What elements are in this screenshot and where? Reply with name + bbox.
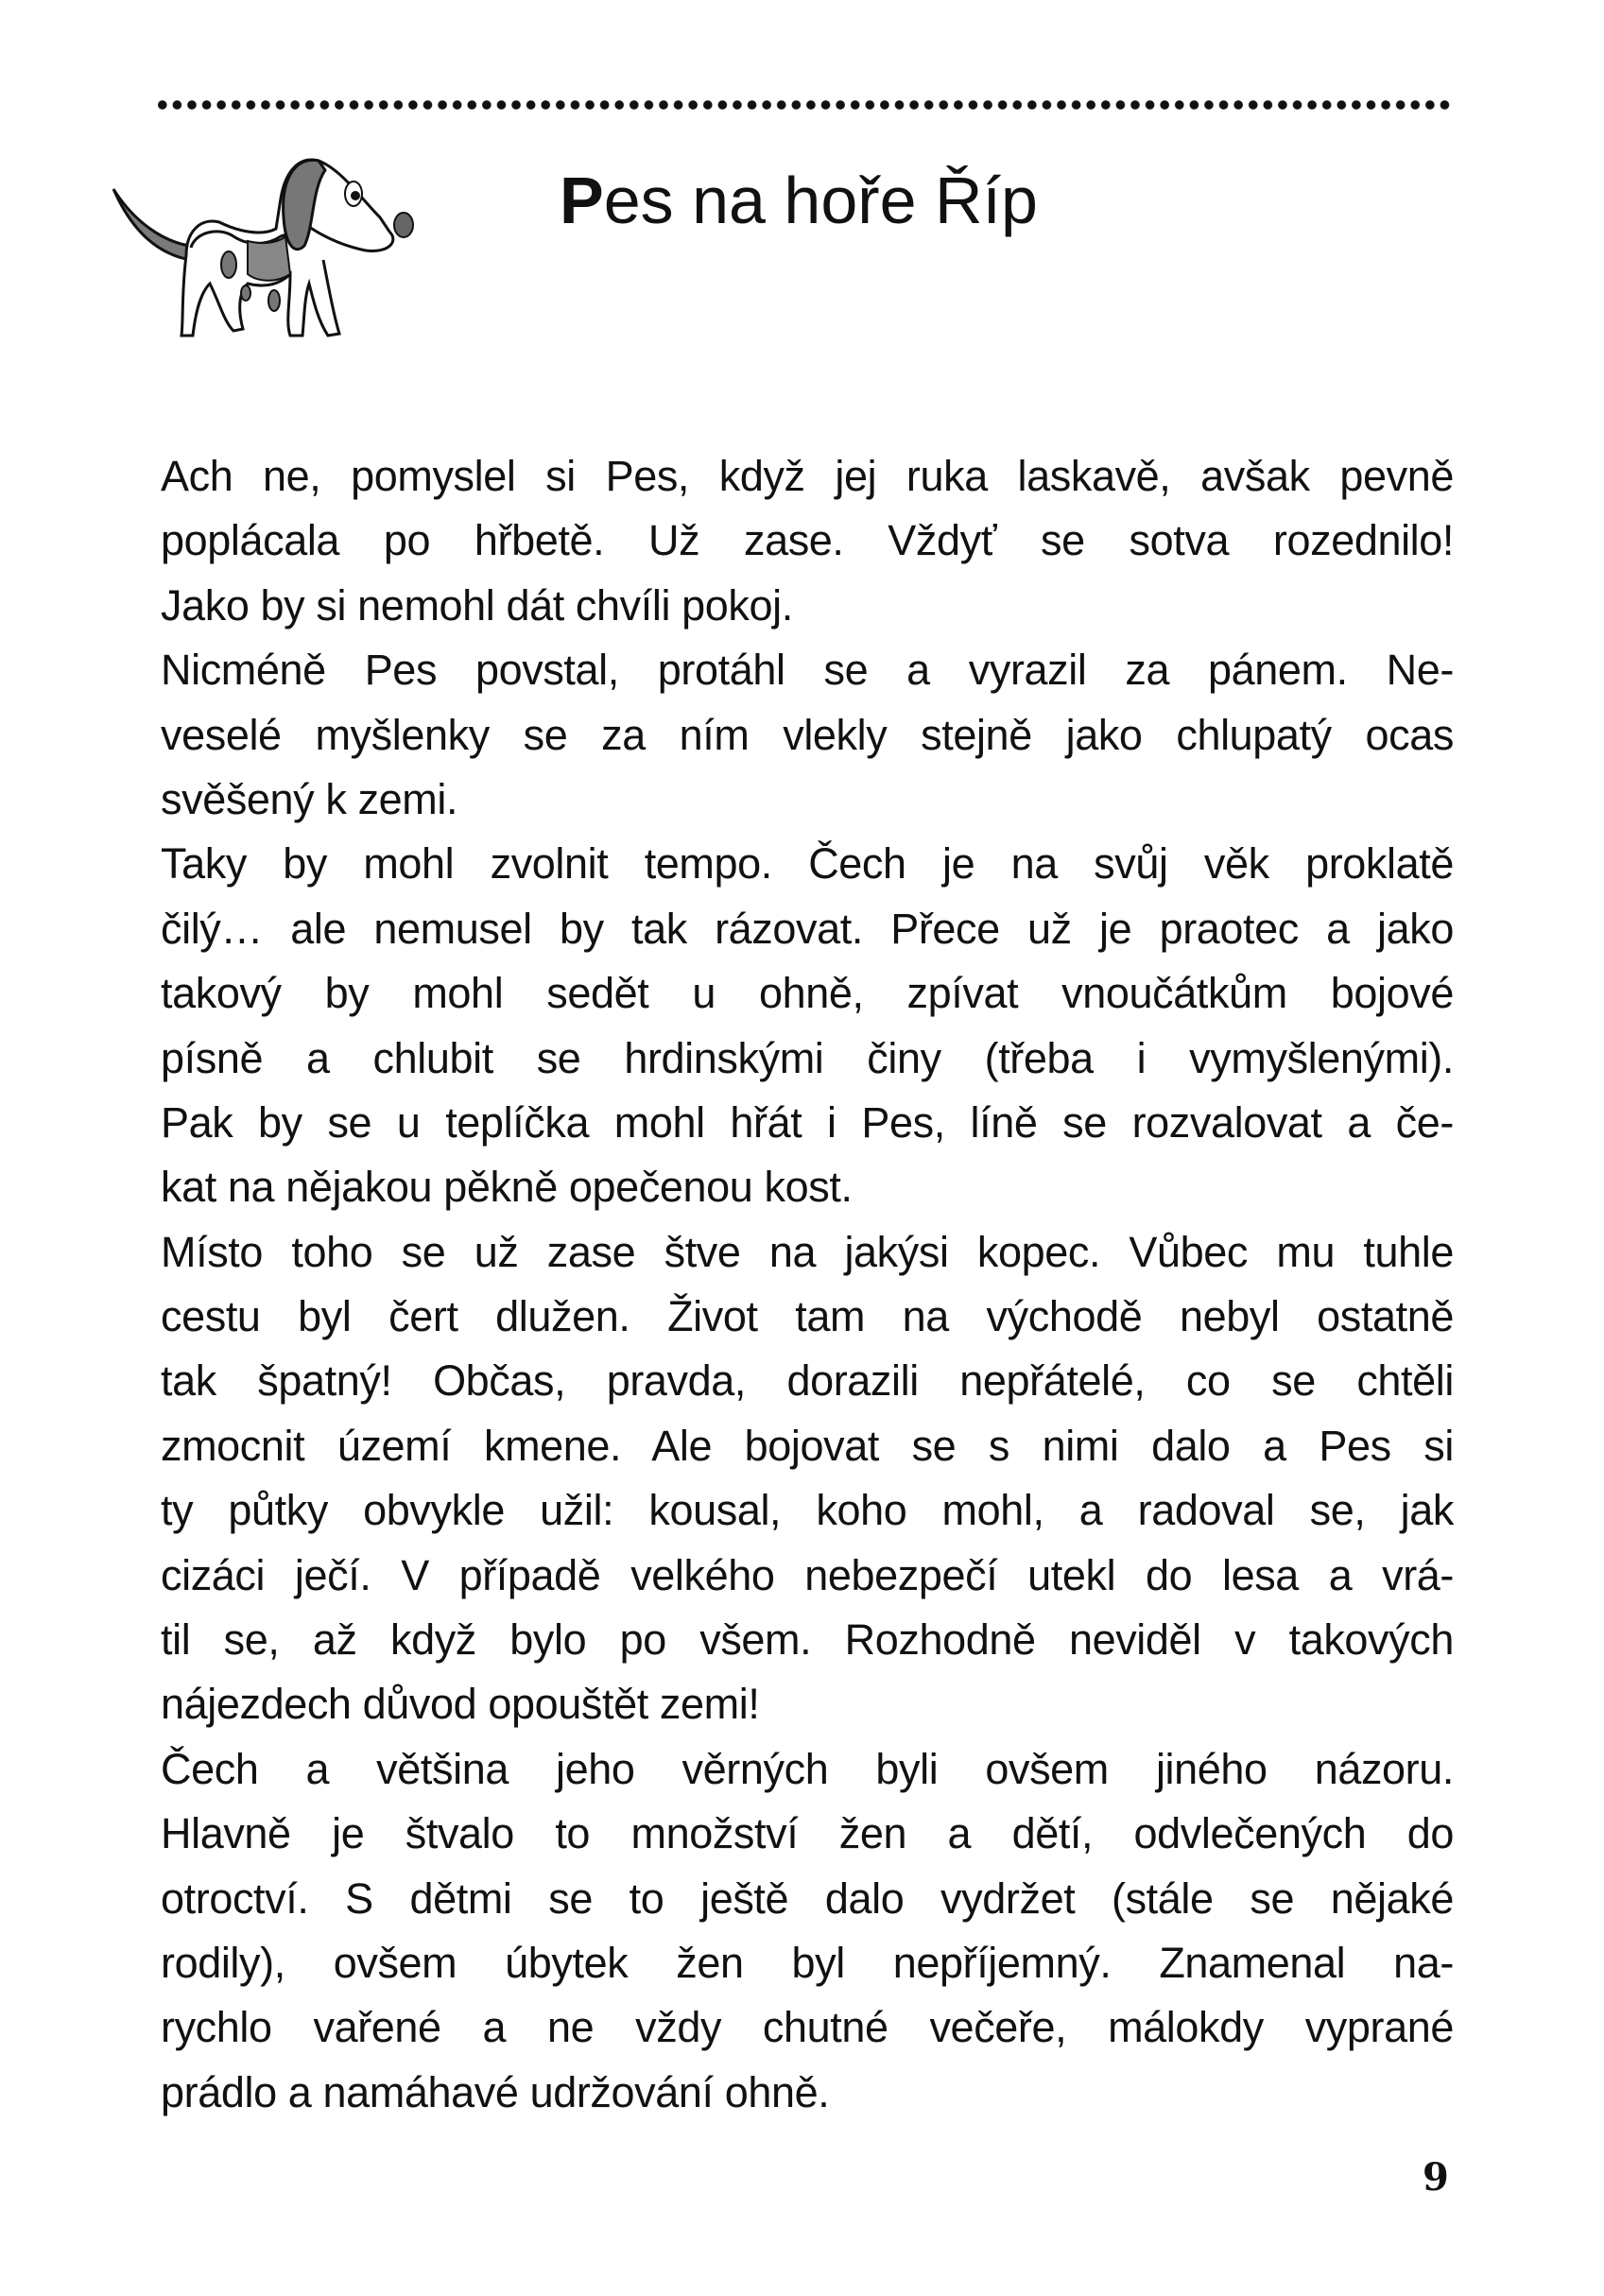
dotted-divider bbox=[155, 98, 1452, 112]
text-line: cestu byl čert dlužen. Život tam na východě nebyl ostatně bbox=[161, 1292, 1454, 1341]
text-line: Ach ne, pomyslel si Pes, když jej ruka laskavě, avšak pevně bbox=[161, 452, 1454, 500]
text-line: rychlo vařené a ne vždy chutné večeře, málokdy vyprané bbox=[161, 2003, 1454, 2052]
text-line: cizáci ječí. V případě velkého nebezpečí utekl do lesa a vrá- bbox=[161, 1550, 1454, 1599]
text-line: zmocnit území kmene. Ale bojovat se s nimi dalo a Pes si bbox=[161, 1421, 1454, 1470]
text-line: poplácala po hřbetě. Už zase. Vždyť se sotva rozednilo! bbox=[161, 516, 1454, 565]
text-line: svěšený k zemi. bbox=[161, 774, 458, 823]
text-line: Místo toho se už zase štve na jakýsi kopec. Vůbec mu tuhle bbox=[161, 1227, 1454, 1276]
text-line: prádlo a namáhavé udržování ohně. bbox=[161, 2067, 830, 2116]
text-line: takový by mohl sedět u ohně, zpívat vnoučátkům bojové bbox=[161, 969, 1454, 1018]
text-line: Taky by mohl zvolnit tempo. Čech je na svůj věk proklatě bbox=[161, 839, 1454, 889]
text-line: tak špatný! Občas, pravda, dorazili nepřátelé, co se chtěli bbox=[161, 1356, 1454, 1406]
text-line: Hlavně je štvalo to množství žen a dětí, odvlečených do bbox=[161, 1809, 1454, 1858]
text-line: nájezdech důvod opouštět zemi! bbox=[161, 1680, 760, 1729]
text-line: písně a chlubit se hrdinskými činy (třeba i vymyšlenými). bbox=[161, 1033, 1454, 1082]
text-line: veselé myšlenky se za ním vlekly stejně jako chlupatý ocas bbox=[161, 710, 1454, 759]
text-line: ty půtky obvykle užil: kousal, koho mohl, a radoval se, jak bbox=[161, 1486, 1454, 1535]
chapter-title bbox=[560, 163, 1038, 238]
text-line: rodily), ovšem úbytek žen byl nepříjemný. Znamenal na- bbox=[161, 1938, 1454, 1987]
chapter-title-initial: P bbox=[560, 164, 604, 237]
text-line: čilý… ale nemusel by tak rázovat. Přece už je praotec a jako bbox=[161, 904, 1454, 953]
text-line: Jako by si nemohl dát chvíli pokoj. bbox=[161, 580, 793, 630]
dog-icon bbox=[106, 142, 465, 345]
text-line: Nicméně Pes povstal, protáhl se a vyrazil za pánem. Ne- bbox=[161, 646, 1454, 695]
text-line: Čech a většina jeho věrných byli ovšem jiného názoru. bbox=[161, 1744, 1454, 1793]
text-line: Pak by se u teplíčka mohl hřát i Pes, líně se rozvalovat a če- bbox=[161, 1097, 1454, 1147]
body-text bbox=[161, 444, 1454, 2125]
text-line: kat na nějakou pěkně opečenou kost. bbox=[161, 1163, 853, 1212]
chapter-title-rest: es na hoře Říp bbox=[603, 164, 1038, 237]
page-number: 9 bbox=[1423, 2155, 1449, 2200]
text-line: til se, až když bylo po všem. Rozhodně neviděl v takových bbox=[161, 1615, 1454, 1665]
text-line: otroctví. S dětmi se to ještě dalo vydržet (stále se nějaké bbox=[161, 1873, 1454, 1923]
